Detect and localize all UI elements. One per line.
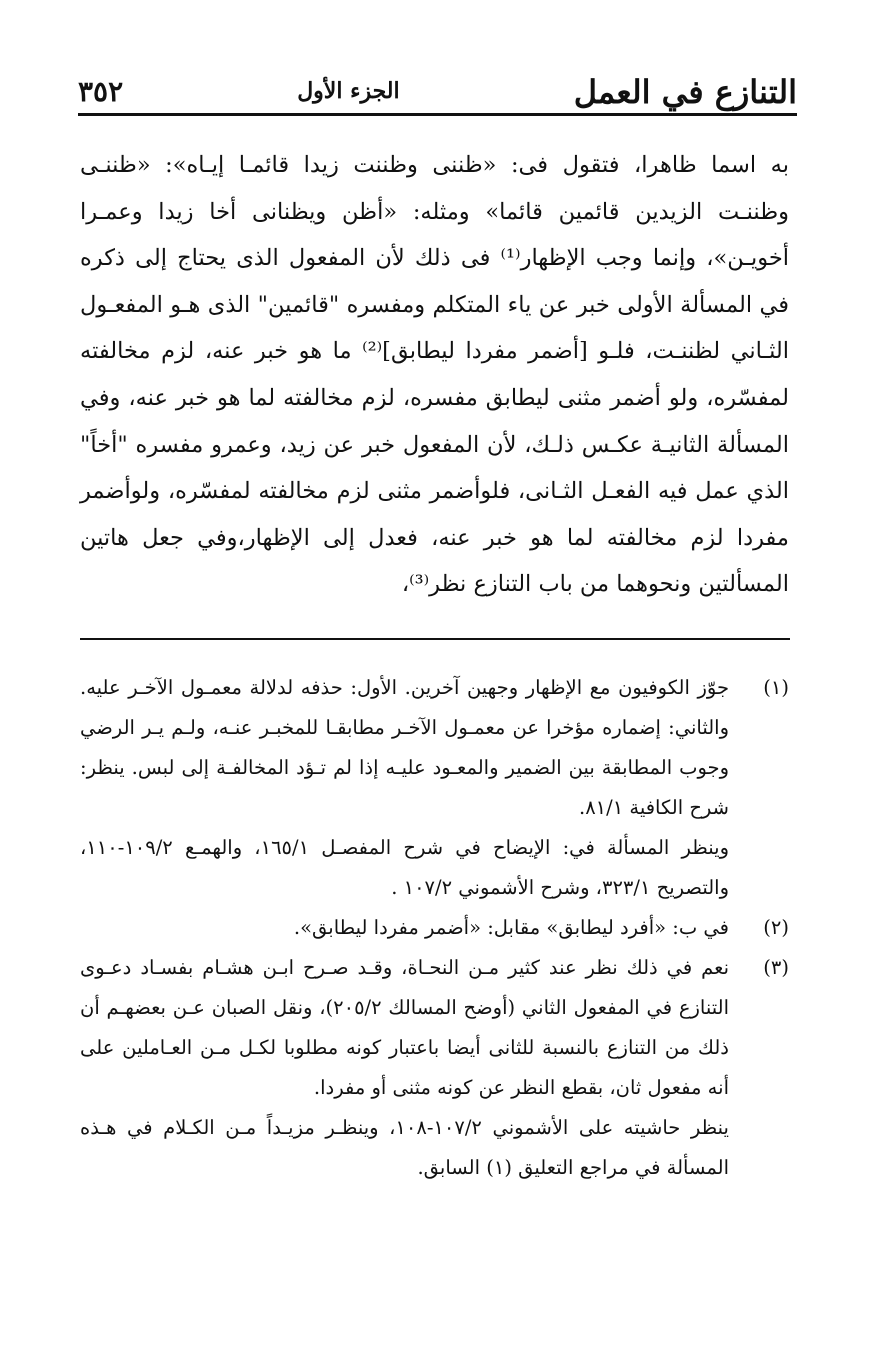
footnote-1 <box>80 668 789 908</box>
footnote-mark: (١) <box>763 676 789 699</box>
footnote-paragraph: جوّز الكوفيون مع الإظهار وجهين آخرين. الأول: حذفه لدلالة معمـول الآخـر عليه. والثاني: إضماره مؤخرا عن معمـول الآخـر مطابقـا للمخبـر عنـه، ولـم يـر الرضي وجوب المطابقة بين الضمير والمعـود عليـه إذا لم تـؤد المخالفـة إلى لبس. ينظر: شرح الكافية ٨١/١. <box>80 676 729 819</box>
footnote-body <box>80 668 729 908</box>
footnote-mark: (٢) <box>763 916 789 939</box>
body-paragraph: به اسما ظاهرا، فتقول فى: «ظننى وظننت زيدا قائمـا إيـاه»: «ظننـى وظننـت الزيدين قائمين قائما» ومثله: «أظن ويظنانى أخا زيدا وعمـرا أخويـن»، وإنما وجب الإظهار⁽¹⁾ فى ذلك لأن المفعول الذى يحتاج إلى ذكره في المسألة الأولى خبر عن ياء المتكلم ومفسره "قائمين" الذى هـو المفعـول الثـاني لظننـت، فلـو [أضمر مفردا ليطابق]⁽²⁾ ما هو خبر عنه، لزم مخالفته لمفسّره، ولو أضمر مثنى ليطابق مفسره، لزم مخالفته لما هو خبر عنه، وفي المسألة الثانيـة عكـس ذلـك، لأن المفعول خبر عن زيد، وعمرو مفسره "أخاً" الذي عمل فيه الفعـل الثـانى، فلوأضمر مثنى لزم مخالفته لمفسّره، ولوأضمر مفردا لزم مخالفته لما هو خبر عنه، فعدل إلى الإظهار،وفي جعل هاتين المسألتين ونحوهما من باب التنازع نظر⁽³⁾، <box>80 152 790 598</box>
footnote-paragraph: في ب: «أفرد ليطابق» مقابل: «أضمر مفردا ليطابق». <box>293 916 729 939</box>
footnote-paragraph: وينظر المسألة في: الإيضاح في شرح المفصـل ١٦٥/١، والهمـع ١٠٩/٢-١١٠، والتصريح ٣٢٣/١، وشرح الأشموني ١٠٧/٢ . <box>80 836 730 899</box>
footnote-body <box>80 948 729 1188</box>
main-text <box>80 142 789 608</box>
footnotes <box>80 668 789 1188</box>
footnote-2 <box>80 908 789 948</box>
footnote-3 <box>80 948 789 1188</box>
page-number: ٣٥٢ <box>78 75 124 108</box>
footnote-paragraph: نعم في ذلك نظر عند كثير مـن النحـاة، وقـد صـرح ابـن هشـام بفسـاد دعـوى التنازع في المفعول الثاني (أوضح المسالك ٢٠٥/٢)، ونقل الصبان عـن بعضهـم أن ذلك من التنازع بالنسبة للثانى أيضا باعتبار كونه مطلوبا لكـل مـن العـاملين على أنه مفعول ثان، بقطع النظر عن كونه مثنى أو مفردا. <box>80 956 729 1099</box>
footnote-rule <box>80 638 790 640</box>
footnote-mark: (٣) <box>763 956 789 979</box>
footnote-paragraph: ينظر حاشيته على الأشموني ١٠٧/٢-١٠٨، وينظـر مزيـداً مـن الكـلام في هـذه المسألة في مراجع التعليق (١) السابق. <box>80 1116 729 1179</box>
page-header <box>78 58 797 111</box>
part-title: الجزء الأول <box>297 78 400 104</box>
header-rule <box>78 113 797 116</box>
footnote-body <box>80 908 729 948</box>
running-title: التنازع في العمل <box>573 73 797 111</box>
